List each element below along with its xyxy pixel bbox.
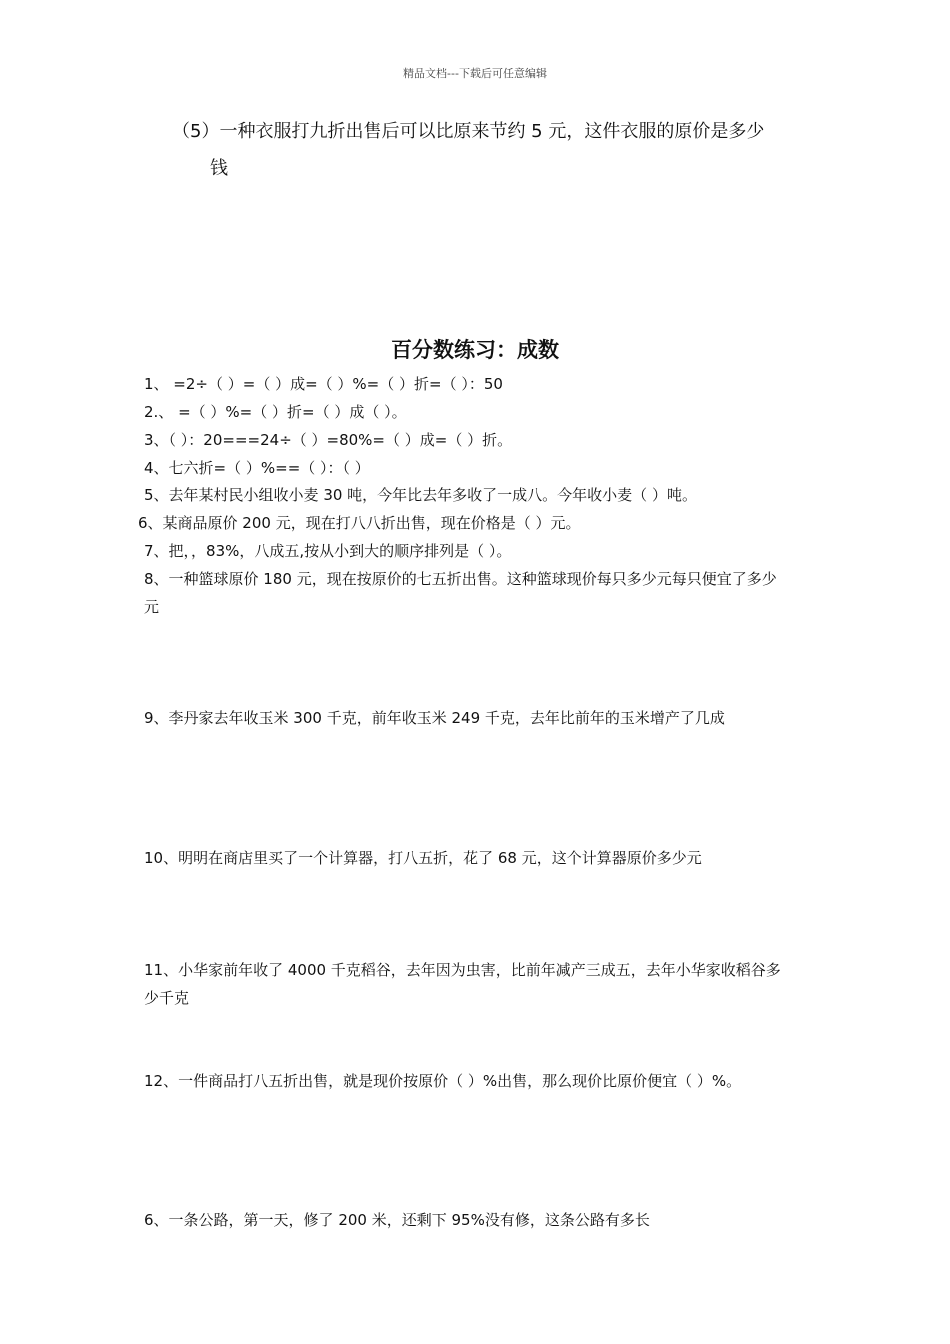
question-7: 7、把，，83%，八成五,按从小到大的顺序排列是（ ）。	[144, 542, 512, 560]
prev-question-line-1: （5）一种衣服打九折出售后可以比原来节约 5 元，这件衣服的原价是多少	[172, 121, 765, 142]
question-12: 12、一件商品打八五折出售，就是现价按原价（ ）%出售，那么现价比原价便宜（ ）%。	[144, 1072, 742, 1090]
question-8-line-1: 8、一种篮球原价 180 元，现在按原价的七五折出售。这种篮球现价每只多少元每只便宜了多少	[144, 570, 777, 588]
question-6: 6、某商品原价 200 元，现在打八八折出售，现在价格是（ ）元。	[138, 514, 581, 532]
question-9: 9、李丹家去年收玉米 300 千克，前年收玉米 249 千克，去年比前年的玉米增产了几成	[144, 709, 725, 727]
question-2: 2.、 =（ ）%=（ ）折=（ ）成（ ）。	[144, 403, 407, 421]
question-10: 10、明明在商店里买了一个计算器，打八五折，花了 68 元，这个计算器原价多少元	[144, 849, 702, 867]
page-header: 精品文档---下载后可任意编辑	[403, 67, 547, 80]
question-8-line-2: 元	[144, 598, 160, 616]
question-4: 4、七六折=（ ）%==（ ）：（ ）	[144, 459, 370, 477]
question-11-line-1: 11、小华家前年收了 4000 千克稻谷，去年因为虫害，比前年减产三成五，去年小华家收稻谷多	[144, 961, 781, 979]
question-1: 1、 =2÷（ ）=（ ）成=（ ）%=（ ）折=（ ）：50	[144, 375, 503, 393]
question-road: 6、一条公路，第一天，修了 200 米，还剩下 95%没有修，这条公路有多长	[144, 1211, 650, 1229]
prev-question-line-2: 钱	[210, 158, 228, 179]
section-title: 百分数练习：成数	[391, 338, 559, 362]
question-3: 3、（ ）：20===24÷（ ）=80%=（ ）成=（ ）折。	[144, 431, 513, 449]
question-11-line-2: 少千克	[144, 989, 190, 1007]
question-5: 5、去年某村民小组收小麦 30 吨，今年比去年多收了一成八。今年收小麦（ ）吨。	[144, 486, 697, 504]
